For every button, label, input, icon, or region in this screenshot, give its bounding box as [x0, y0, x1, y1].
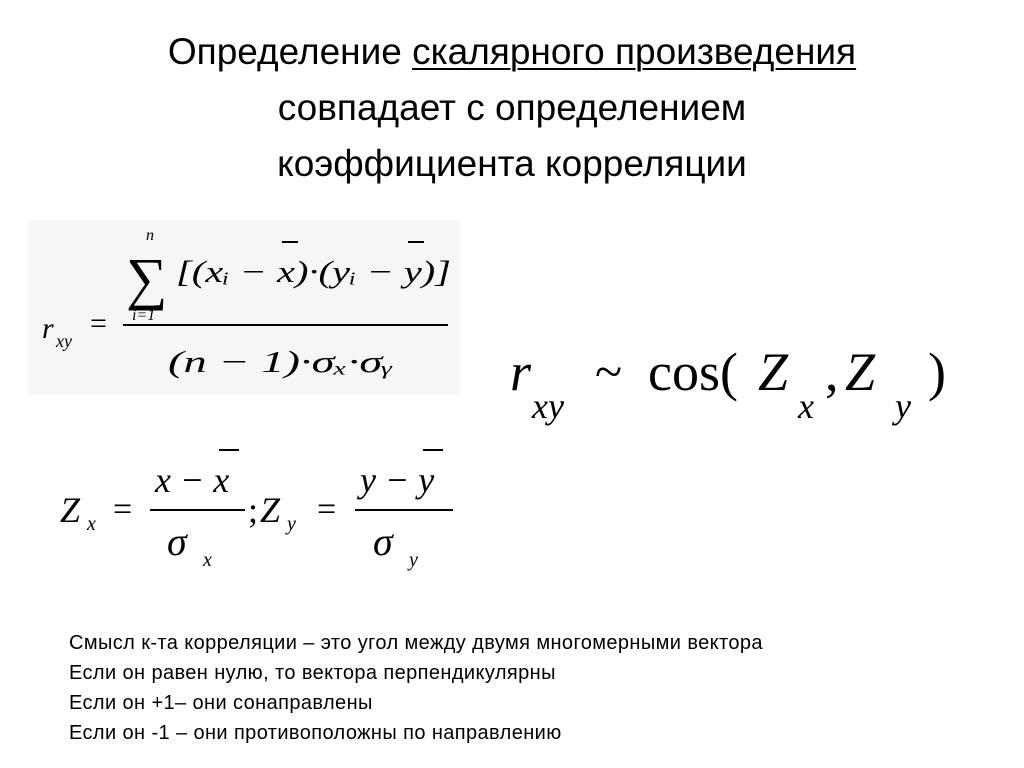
- formula-r-subscript: xy: [56, 331, 72, 351]
- note-line: Смысл к-та корреляции – это угол между двумя многомерными вектора: [69, 632, 763, 654]
- zy-sigma-subscript: y: [409, 549, 418, 571]
- correlation-formula-svg: [28, 220, 460, 395]
- note-line: Если он -1 – они противоположны по направлению: [69, 722, 562, 744]
- title-underlined-term: скалярного произведения: [412, 31, 857, 72]
- zx-subscript: x: [87, 513, 96, 535]
- cos-z1: Z: [758, 342, 789, 402]
- cos-r-subscript: xy: [532, 386, 564, 426]
- zx-symbol: Z: [60, 490, 81, 530]
- explanation-notes: [69, 628, 1024, 748]
- cos-comma: ,: [825, 342, 839, 402]
- formula-numerator: [(xᵢ − x)·(yᵢ − y)]: [176, 254, 451, 289]
- formula-sum-sign: ∑: [126, 246, 168, 311]
- cos-r-symbol: r: [510, 342, 532, 402]
- note-line: Если он равен нулю, то вектора перпендикулярны: [69, 662, 556, 684]
- zy-subscript: y: [287, 513, 296, 535]
- zx-equals: =: [113, 491, 133, 528]
- formula-denominator: (n − 1)·σₓ·σᵧ: [168, 344, 393, 379]
- zx-sigma-subscript: x: [203, 549, 212, 571]
- cos-tilde: ~: [595, 343, 623, 399]
- zx-sigma: σ: [167, 519, 187, 564]
- standardized-formula-svg: [55, 440, 475, 580]
- cos-z2: Z: [845, 342, 876, 402]
- note-line: Если он +1– они сонаправлены: [69, 692, 373, 714]
- cos-z2-subscript: y: [895, 386, 911, 426]
- zy-symbol: Z: [260, 490, 281, 530]
- title-line-3: коэффициента корреляции: [277, 143, 747, 184]
- cos-z1-subscript: x: [798, 386, 814, 426]
- z-separator: ;: [248, 490, 259, 530]
- formula-r-equals: =: [90, 307, 107, 340]
- title-line-1-text: Определение: [167, 31, 413, 72]
- zy-equals: =: [317, 491, 337, 528]
- slide-title: [60, 24, 964, 192]
- zx-numerator: x − x: [155, 460, 230, 500]
- cosine-formula: [500, 330, 980, 440]
- formula-sum-upper: n: [146, 227, 154, 244]
- formula-sum-lower: i=1: [132, 307, 156, 324]
- cos-close-paren: ): [928, 342, 946, 402]
- cosine-formula-svg: [500, 330, 980, 440]
- zy-numerator: y − y: [360, 460, 435, 500]
- zy-sigma: σ: [373, 519, 393, 564]
- cos-function: cos(: [648, 342, 738, 402]
- correlation-formula-image: [28, 220, 460, 395]
- title-line-1: [60, 24, 964, 80]
- title-line-2: совпадает с определением: [277, 87, 747, 128]
- standardized-variables-formula: [55, 440, 475, 580]
- formula-r-symbol: r: [42, 312, 54, 345]
